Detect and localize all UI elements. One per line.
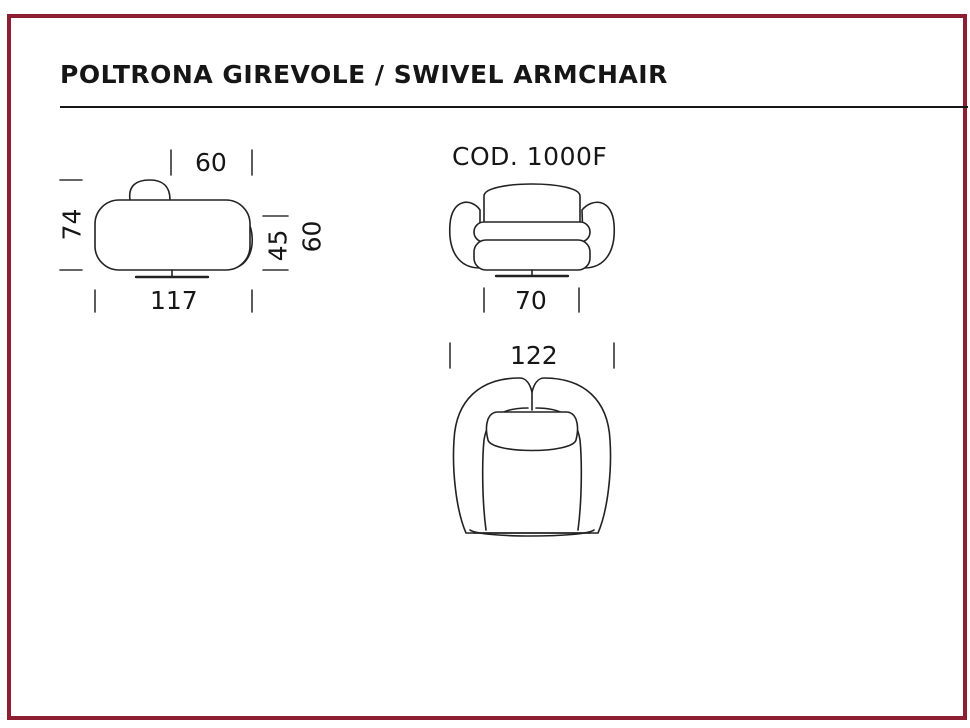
front-view-seat-base <box>474 240 590 270</box>
dim-side-height: 74 <box>57 208 87 241</box>
dim-side-arm-height: 60 <box>297 220 327 253</box>
top-view-armchair <box>454 378 611 536</box>
dim-top-width: 122 <box>510 341 558 370</box>
page-title: POLTRONA GIREVOLE / SWIVEL ARMCHAIR <box>60 60 668 89</box>
front-view-seat-cushion <box>474 222 590 242</box>
dim-side-depth-top: 60 <box>195 148 227 177</box>
top-view-back-cushion <box>486 412 577 451</box>
dim-side-width: 117 <box>150 286 198 315</box>
front-view-dimension-ticks <box>484 286 579 315</box>
dim-side-seat-height: 45 <box>263 229 293 262</box>
front-view-armchair <box>450 184 615 276</box>
side-view-armchair <box>95 180 252 277</box>
product-code: COD. 1000F <box>452 142 608 171</box>
side-view-body <box>95 200 250 270</box>
dim-front-width: 70 <box>515 286 547 315</box>
front-view-backrest <box>484 184 580 222</box>
top-view-dimension-ticks <box>450 343 614 368</box>
side-view-backrest <box>130 180 170 200</box>
